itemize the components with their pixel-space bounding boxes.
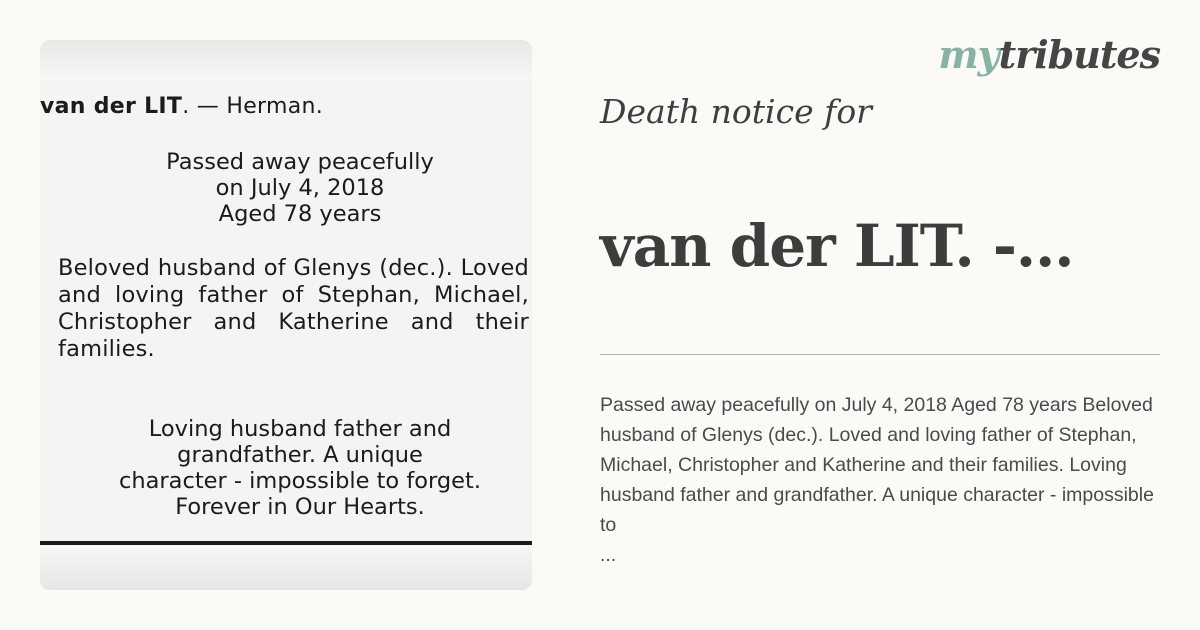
clipping-tribute-block: Loving husband father and grandfather. A unique character - impossible to forget. Forever in Our Hearts. <box>119 416 481 520</box>
clipping-family-block: Beloved husband of Glenys (dec.). Loved and loving father of Stephan, Michael, Christopher and Katherine and their families. <box>58 255 529 362</box>
notice-excerpt-ellipsis: ... <box>600 544 617 566</box>
logo-my: my <box>938 32 999 77</box>
section-divider <box>600 354 1160 355</box>
logo-tributes: tributes <box>998 32 1160 77</box>
clipping-heading-rest: . — Herman. <box>182 94 324 119</box>
clipping-top-shadow <box>40 40 532 80</box>
death-notice-clipping-image <box>40 40 532 590</box>
notice-excerpt <box>600 390 1160 570</box>
mytributes-logo <box>938 32 1160 77</box>
deceased-name-title: van der LIT. -... <box>600 212 1074 280</box>
clipping-bottom-rule <box>40 541 532 545</box>
clipping-passed-away-block: Passed away peacefully on July 4, 2018 Aged 78 years <box>166 149 434 227</box>
clipping-heading <box>40 94 323 119</box>
clipping-surname: van der LIT <box>40 94 183 119</box>
clipping-bottom-shadow <box>40 546 532 590</box>
page-subtitle: Death notice for <box>600 92 872 131</box>
notice-excerpt-text: Passed away peacefully on July 4, 2018 Aged 78 years Beloved husband of Glenys (dec.). Loved and loving father of Stephan, Michael, Christopher and Katherine and their families. Loving husband father and grandfather. A unique character - impossible to <box>600 394 1154 536</box>
